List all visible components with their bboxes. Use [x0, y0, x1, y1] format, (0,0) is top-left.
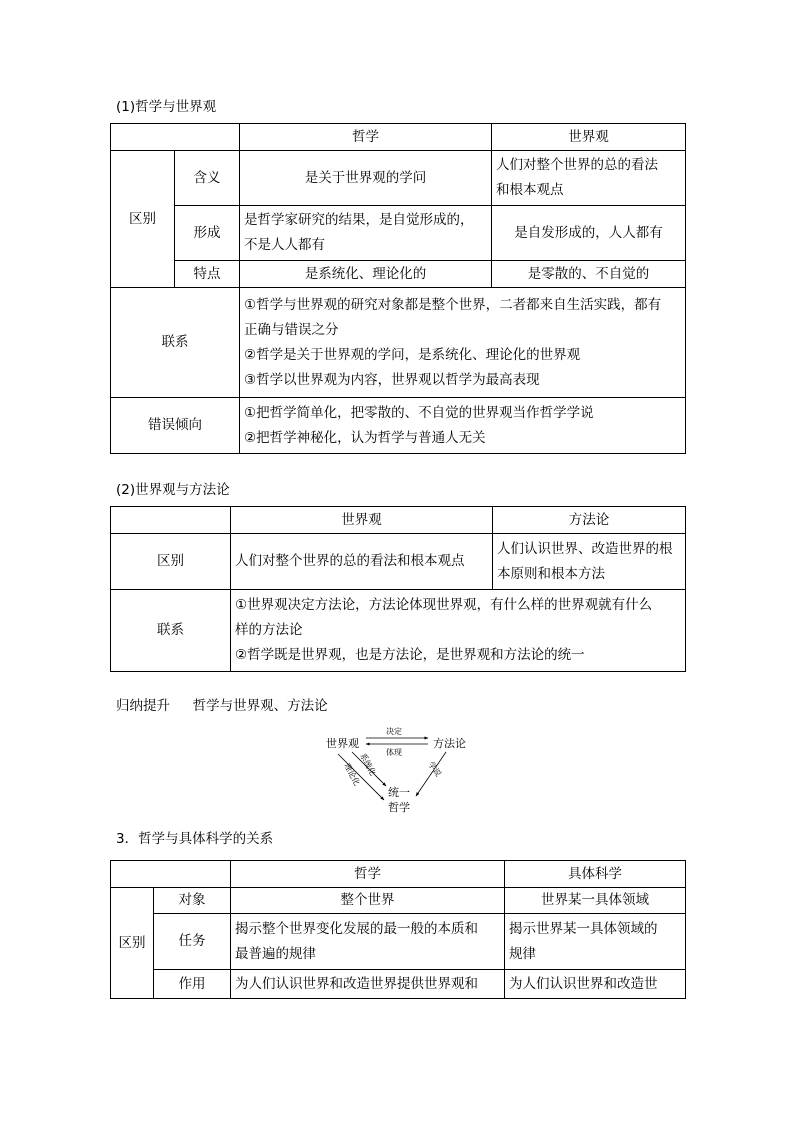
task-science-line: 规律	[509, 945, 536, 962]
section2-heading: (2)世界观与方法论	[116, 482, 230, 498]
row-label-task: 任务	[154, 914, 231, 970]
formation-worldview: 是自发形成的，人人都有	[492, 206, 686, 261]
col-header-philosophy: 哲学	[240, 124, 492, 151]
row-label-feature: 特点	[175, 261, 240, 288]
connection-line: ②哲学既是世界观，也是方法论，是世界观和方法论的统一	[235, 647, 585, 663]
distinction-methodology-line: 人们认识世界、改造世界的根	[497, 540, 673, 557]
distinction-methodology-line: 本原则和根本方法	[497, 565, 605, 582]
summary-title: 哲学与世界观、方法论	[192, 698, 328, 714]
node-unity: 统一	[388, 786, 410, 799]
distinction-label: 区别	[111, 151, 175, 288]
node-methodology: 方法论	[433, 737, 466, 750]
row-label-meaning: 含义	[175, 151, 240, 206]
formation-philosophy-line: 不是人人都有	[244, 237, 325, 253]
row-label-role: 作用	[154, 970, 231, 999]
col-header-philosophy: 哲学	[231, 861, 505, 888]
role-science: 为人们认识世界和改造世	[505, 970, 686, 999]
distinction-label: 区别	[111, 534, 231, 590]
task-science-line: 揭示世界某一具体领域的	[509, 920, 658, 937]
error-label: 错误倾向	[111, 398, 240, 454]
label-doctrine: 学说	[426, 759, 443, 779]
summary-label: 归纳提升	[116, 698, 170, 714]
node-philosophy: 哲学	[388, 801, 410, 814]
connection-content	[231, 590, 686, 672]
distinction-label: 区别	[111, 888, 154, 999]
error-line: ②把哲学神秘化，认为哲学与普通人无关	[244, 429, 486, 446]
task-science	[505, 914, 686, 970]
object-philosophy: 整个世界	[231, 888, 505, 914]
connection-label: 联系	[111, 590, 231, 672]
relationship-diagram	[300, 718, 500, 818]
feature-philosophy: 是系统化、理论化的	[240, 261, 492, 288]
meaning-worldview-line: 人们对整个世界的总的看法	[496, 157, 658, 173]
row-label-formation: 形成	[175, 206, 240, 261]
connection-label: 联系	[111, 288, 240, 398]
philosophy-science-table	[110, 860, 686, 999]
connection-content	[240, 288, 686, 398]
edge-label-embody: 体现	[386, 748, 402, 757]
col-header-science: 具体科学	[505, 861, 686, 888]
distinction-methodology	[493, 534, 686, 590]
task-philosophy-line: 揭示整个世界变化发展的最一般的本质和	[235, 920, 478, 937]
corner-cell	[111, 507, 231, 534]
error-line: ①把哲学简单化，把零散的、不自觉的世界观当作哲学学说	[244, 404, 594, 421]
formation-philosophy-line: 是哲学家研究的结果，是自觉形成的，	[244, 212, 474, 228]
connection-line: ①世界观决定方法论，方法论体现世界观，有什么样的世界观就有什么	[235, 597, 653, 613]
col-header-methodology: 方法论	[493, 507, 686, 534]
corner-cell	[111, 124, 240, 151]
connection-line: ③哲学以世界观为内容，世界观以哲学为最高表现	[244, 371, 540, 388]
meaning-worldview	[492, 151, 686, 206]
connection-line: ①哲学与世界观的研究对象都是整个世界，二者都来自生活实践，都有	[244, 296, 662, 313]
corner-cell	[111, 861, 231, 888]
formation-philosophy	[240, 206, 492, 261]
meaning-philosophy: 是关于世界观的学问	[240, 151, 492, 206]
feature-worldview: 是零散的、不自觉的	[492, 261, 686, 288]
role-philosophy: 为人们认识世界和改造世界提供世界观和	[231, 970, 505, 999]
col-header-worldview: 世界观	[231, 507, 493, 534]
col-header-worldview: 世界观	[492, 124, 686, 151]
label-systematized: 系统化	[358, 751, 378, 778]
task-philosophy-line: 最普遍的规律	[235, 945, 316, 962]
summary-heading	[116, 697, 328, 715]
row-label-object: 对象	[154, 888, 231, 914]
meaning-worldview-line: 和根本观点	[496, 182, 564, 198]
connection-line: ②哲学是关于世界观的学问，是系统化、理论化的世界观	[244, 346, 581, 363]
section3-heading: 3．哲学与具体科学的关系	[116, 831, 274, 847]
node-worldview: 世界观	[326, 737, 359, 750]
edge-label-decide: 决定	[386, 727, 402, 736]
philosophy-worldview-table	[110, 123, 686, 454]
label-theorized: 理论化	[342, 761, 362, 788]
object-science: 世界某一具体领域	[505, 888, 686, 914]
error-content	[240, 398, 686, 454]
section1-heading: (1)哲学与世界观	[116, 99, 217, 115]
connection-line: 正确与错误之分	[244, 321, 339, 338]
distinction-worldview: 人们对整个世界的总的看法和根本观点	[231, 534, 493, 590]
worldview-methodology-table	[110, 506, 686, 672]
connection-line: 样的方法论	[235, 622, 303, 638]
task-philosophy	[231, 914, 505, 970]
